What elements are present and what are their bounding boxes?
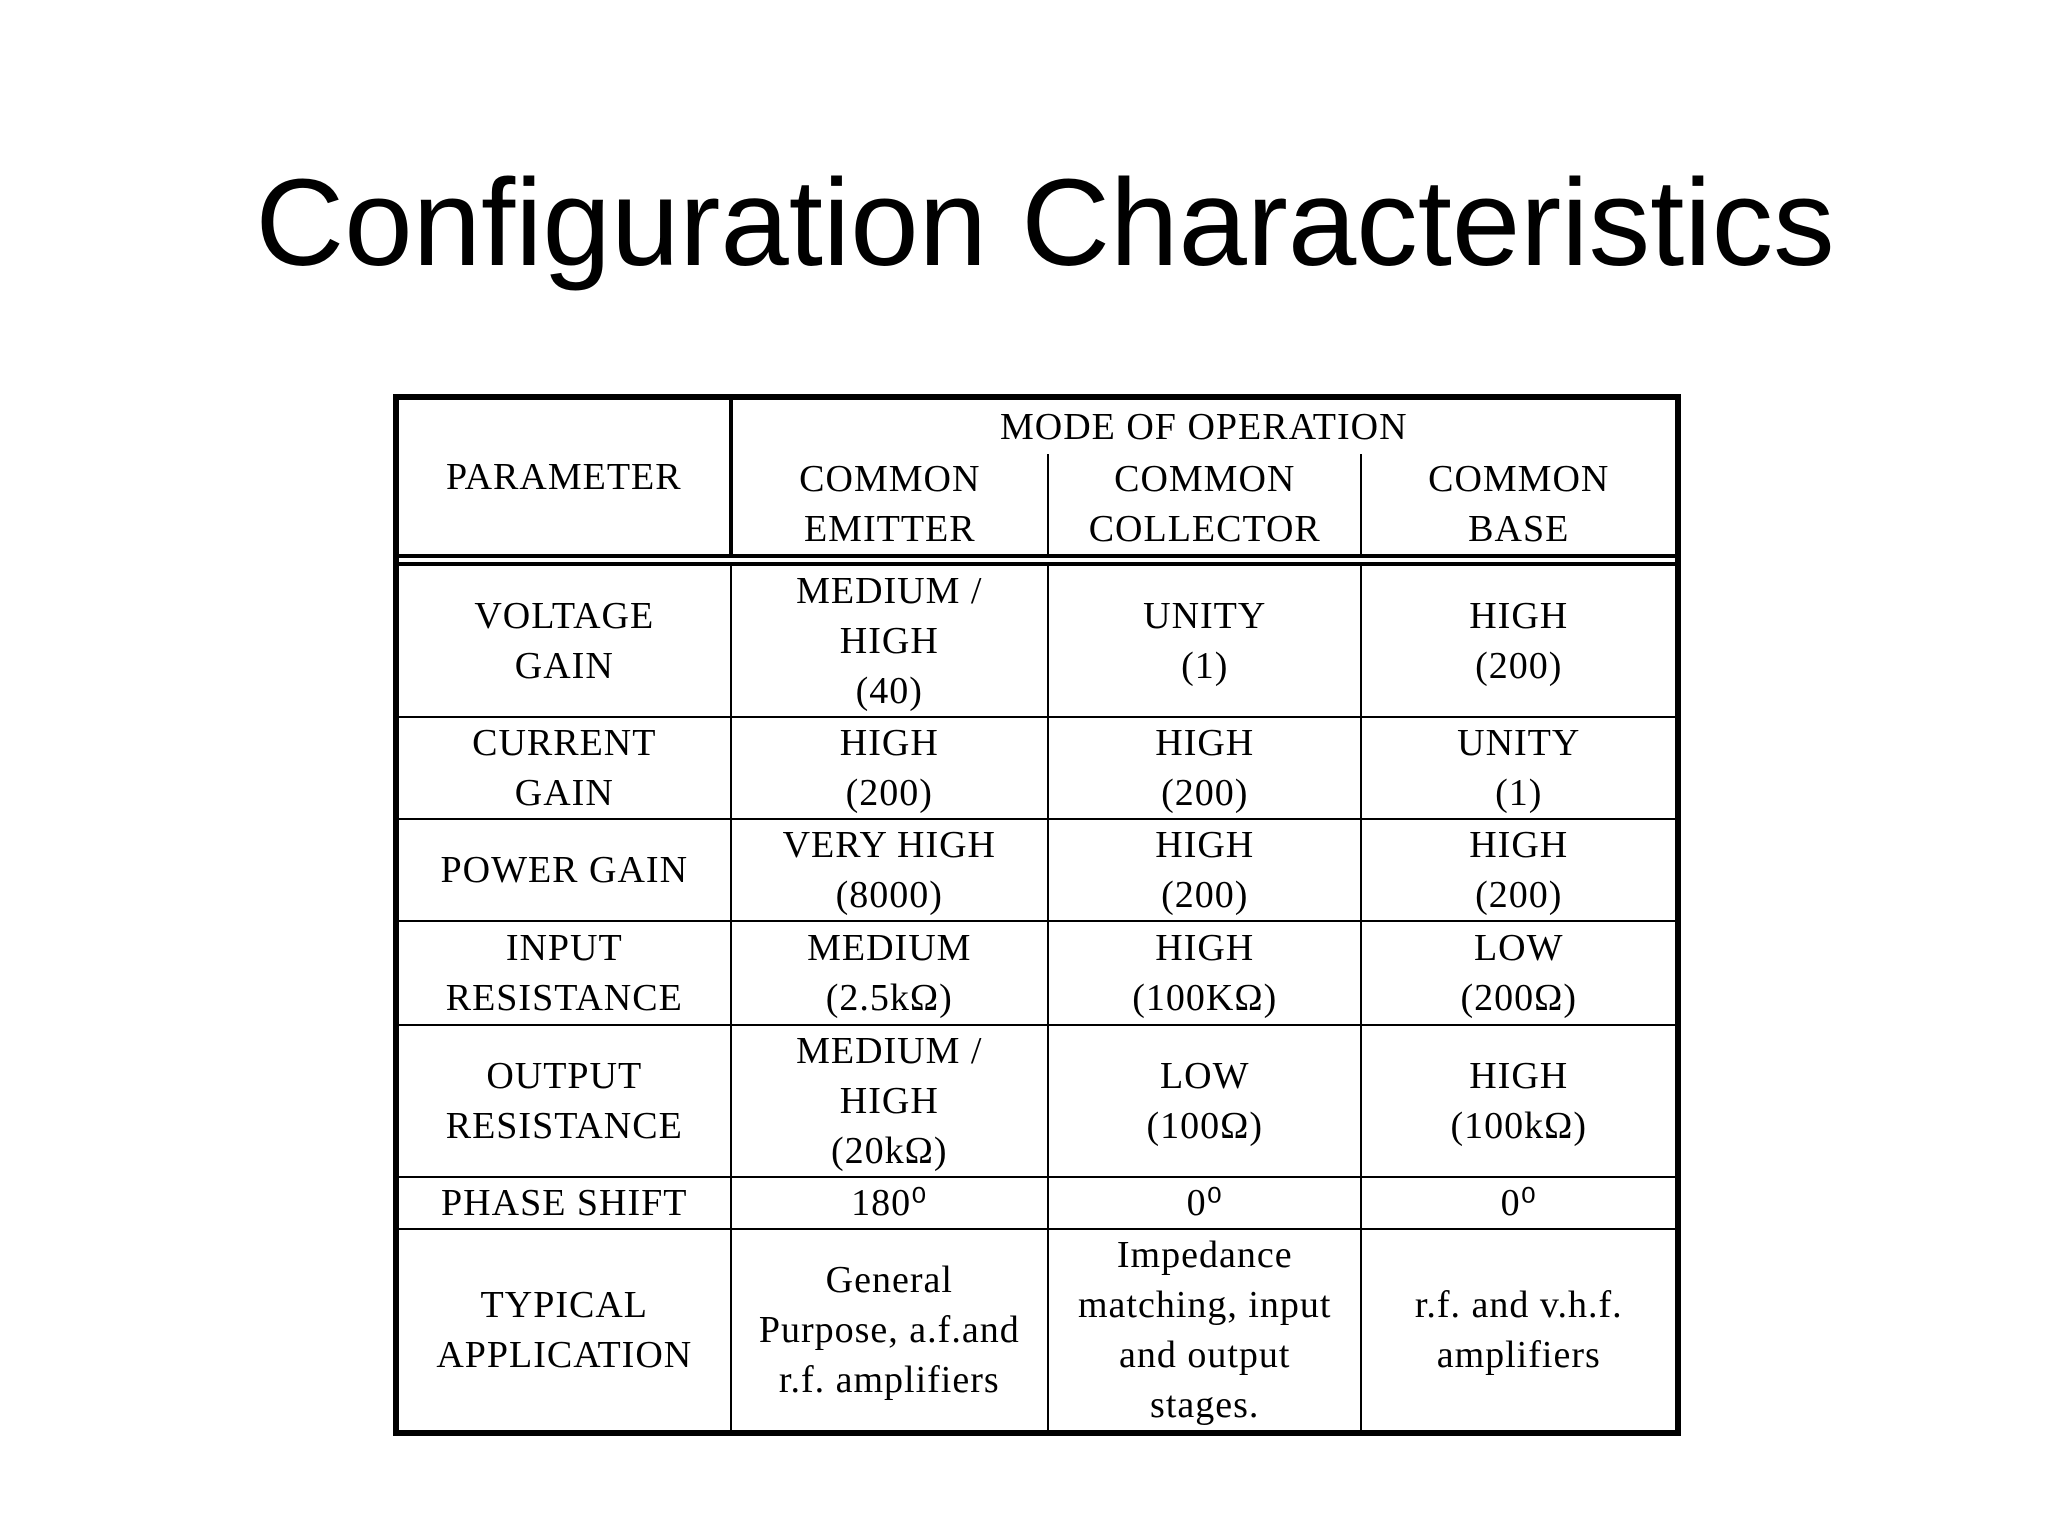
parameter-line: PHASE SHIFT: [441, 1182, 688, 1224]
value-line: LOW: [1473, 927, 1564, 969]
value-line: HIGH: [1469, 1055, 1569, 1097]
value-cell-common-collector: [1048, 564, 1361, 717]
value-line: HIGH: [839, 1080, 939, 1122]
value-cell-common-collector: [1048, 921, 1361, 1025]
value-cell-common-collector: [1048, 1177, 1361, 1229]
value-line: (100kΩ): [1450, 1105, 1588, 1147]
column-header-line: COMMON: [1114, 458, 1296, 500]
table-row-output-resistance: [396, 1025, 1678, 1177]
configuration-table: [393, 394, 1681, 1436]
value-cell-common-base: [1361, 717, 1678, 819]
value-line: 0⁰: [1500, 1182, 1537, 1224]
value-line: stages.: [1150, 1384, 1260, 1426]
value-line: (200Ω): [1460, 977, 1578, 1019]
value-line: (20kΩ): [831, 1130, 948, 1172]
value-cell-common-emitter: [731, 921, 1048, 1025]
value-cell-common-emitter: [731, 717, 1048, 819]
table-row-input-resistance: [396, 921, 1678, 1025]
value-line: HIGH: [1469, 595, 1569, 637]
value-line: General: [825, 1259, 953, 1301]
value-line: (1): [1495, 772, 1543, 814]
parameter-line: INPUT: [505, 927, 623, 969]
value-line: HIGH: [1155, 722, 1255, 764]
value-cell-common-emitter: [731, 564, 1048, 717]
table-row-typical-application: [396, 1229, 1678, 1433]
value-cell-common-emitter: [731, 1177, 1048, 1229]
value-cell-common-collector: [1048, 1025, 1361, 1177]
value-line: amplifiers: [1436, 1334, 1601, 1376]
value-line: (8000): [835, 874, 943, 916]
column-header-line: COMMON: [799, 458, 981, 500]
header-row-top: [396, 397, 1678, 454]
value-line: (40): [855, 670, 923, 712]
table-row-phase-shift: [396, 1177, 1678, 1229]
value-cell-common-collector: [1048, 717, 1361, 819]
value-line: Purpose, a.f.and: [758, 1309, 1020, 1351]
value-line: HIGH: [1155, 824, 1255, 866]
value-line: Impedance: [1116, 1234, 1293, 1276]
value-line: 180⁰: [851, 1182, 928, 1224]
parameter-line: VOLTAGE: [474, 595, 655, 637]
value-cell-common-base: [1361, 1177, 1678, 1229]
parameter-line: TYPICAL: [480, 1284, 648, 1326]
parameter-cell: [396, 921, 731, 1025]
parameter-line: APPLICATION: [436, 1334, 693, 1376]
double-rule: [396, 556, 1678, 564]
value-line: matching, input: [1077, 1284, 1332, 1326]
value-line: (1): [1181, 645, 1229, 687]
parameter-cell: [396, 819, 731, 921]
table-row-power-gain: [396, 819, 1678, 921]
value-line: 0⁰: [1186, 1182, 1223, 1224]
parameter-cell: [396, 564, 731, 717]
value-line: UNITY: [1143, 595, 1267, 637]
value-cell-common-emitter: [731, 1025, 1048, 1177]
value-line: (100Ω): [1146, 1105, 1264, 1147]
parameter-cell: [396, 1229, 731, 1433]
table-row-current-gain: [396, 717, 1678, 819]
parameter-header: PARAMETER: [396, 397, 731, 556]
value-line: (200): [1475, 874, 1563, 916]
value-line: VERY HIGH: [782, 824, 996, 866]
value-cell-common-emitter: [731, 1229, 1048, 1433]
parameter-line: GAIN: [514, 772, 614, 814]
parameter-cell: [396, 717, 731, 819]
value-line: MEDIUM: [807, 927, 972, 969]
value-cell-common-collector: [1048, 819, 1361, 921]
value-line: UNITY: [1457, 722, 1581, 764]
value-cell-common-base: [1361, 1229, 1678, 1433]
value-cell-common-base: [1361, 921, 1678, 1025]
value-line: HIGH: [839, 722, 939, 764]
parameter-line: POWER GAIN: [440, 849, 689, 891]
column-header-line: COLLECTOR: [1088, 508, 1321, 550]
value-line: HIGH: [1469, 824, 1569, 866]
parameter-line: OUTPUT: [486, 1055, 643, 1097]
table-row-voltage-gain: [396, 564, 1678, 717]
value-line: MEDIUM /: [796, 570, 983, 612]
value-line: HIGH: [839, 620, 939, 662]
value-line: (2.5kΩ): [825, 977, 953, 1019]
parameter-line: RESISTANCE: [445, 977, 683, 1019]
value-line: (200): [1161, 874, 1249, 916]
value-line: (200): [1161, 772, 1249, 814]
column-header-common-collector: [1048, 454, 1361, 556]
value-line: (200): [845, 772, 933, 814]
column-header-line: BASE: [1468, 508, 1570, 550]
value-cell-common-base: [1361, 1025, 1678, 1177]
value-line: LOW: [1159, 1055, 1250, 1097]
parameter-line: GAIN: [514, 645, 614, 687]
slide-title: Configuration Characteristics: [255, 155, 1835, 292]
value-line: MEDIUM /: [796, 1030, 983, 1072]
column-header-line: COMMON: [1428, 458, 1610, 500]
parameter-line: RESISTANCE: [445, 1105, 683, 1147]
mode-of-operation-header: MODE OF OPERATION: [731, 397, 1678, 454]
header-separator: [396, 556, 1678, 564]
value-cell-common-base: [1361, 819, 1678, 921]
column-header-common-emitter: [731, 454, 1048, 556]
column-header-line: EMITTER: [803, 508, 976, 550]
value-line: r.f. amplifiers: [778, 1359, 1000, 1401]
value-line: HIGH: [1155, 927, 1255, 969]
parameter-cell: [396, 1177, 731, 1229]
value-cell-common-emitter: [731, 819, 1048, 921]
column-header-common-base: [1361, 454, 1678, 556]
value-line: (100KΩ): [1132, 977, 1278, 1019]
value-line: and output: [1119, 1334, 1291, 1376]
value-cell-common-base: [1361, 564, 1678, 717]
value-line: r.f. and v.h.f.: [1414, 1284, 1623, 1326]
parameter-cell: [396, 1025, 731, 1177]
parameter-line: CURRENT: [472, 722, 657, 764]
value-cell-common-collector: [1048, 1229, 1361, 1433]
value-line: (200): [1475, 645, 1563, 687]
